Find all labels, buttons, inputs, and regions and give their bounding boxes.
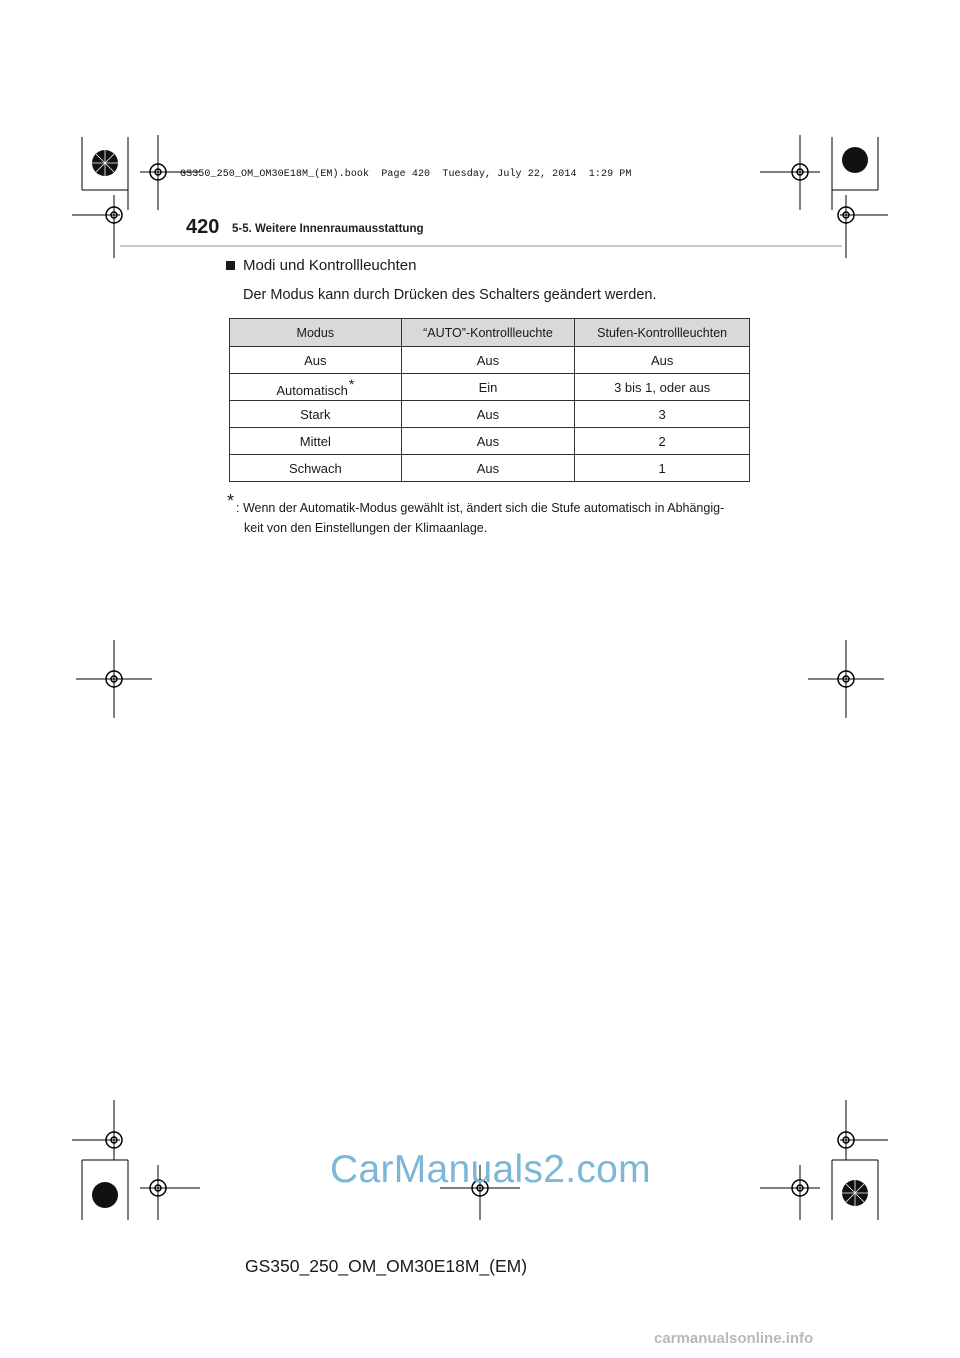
cell-text: Automatisch xyxy=(276,383,348,398)
section-heading xyxy=(226,257,416,274)
footnote-asterisk: * xyxy=(348,376,355,392)
footer-doc-id: GS350_250_OM_OM30E18M_(EM) xyxy=(245,1256,528,1276)
print-info-line: GS350_250_OM_OM30E18M_(EM).book Page 420 Tuesday, July 22, 2014 1:29 PM xyxy=(180,169,632,180)
table-cell: Aus xyxy=(401,401,575,428)
footnote-marker: * xyxy=(227,491,235,511)
footnote xyxy=(236,498,756,538)
site-watermark[interactable]: carmanualsonline.info xyxy=(654,1330,814,1347)
header-divider xyxy=(120,245,842,247)
section-title: 5-5. Weitere Innenraumausstattung xyxy=(232,223,424,235)
table-cell: Stark xyxy=(230,401,402,428)
table-cell: Aus xyxy=(401,347,575,374)
footnote-line: keit von den Einstellungen der Klimaanlage. xyxy=(244,521,488,535)
table-row xyxy=(230,428,750,455)
table-cell: 2 xyxy=(575,428,750,455)
page-number: 420 xyxy=(186,216,220,238)
table-cell: Aus xyxy=(401,455,575,482)
column-header: Stufen-Kontrollleuchten xyxy=(575,319,750,347)
heading-bullet-icon xyxy=(226,261,235,270)
table-cell: 3 xyxy=(575,401,750,428)
heading-text: Modi und Kontrollleuchten xyxy=(243,257,417,274)
table-row xyxy=(230,374,750,401)
modes-table xyxy=(229,318,750,482)
table-cell xyxy=(230,374,402,401)
intro-paragraph: Der Modus kann durch Drücken des Schalters geändert werden. xyxy=(243,287,657,303)
table-cell: Ein xyxy=(401,374,575,401)
table-cell: Schwach xyxy=(230,455,402,482)
table-cell: Mittel xyxy=(230,428,402,455)
table-cell: Aus xyxy=(230,347,402,374)
watermark-link[interactable]: CarManuals2.com xyxy=(330,1148,651,1191)
table-row xyxy=(230,455,750,482)
table-cell: Aus xyxy=(401,428,575,455)
table-cell: Aus xyxy=(575,347,750,374)
table-header-row xyxy=(230,319,750,347)
table-cell: 3 bis 1, oder aus xyxy=(575,374,750,401)
column-header: “AUTO”-Kontrollleuchte xyxy=(401,319,575,347)
table-row xyxy=(230,347,750,374)
column-header: Modus xyxy=(230,319,402,347)
footnote-line: : Wenn der Automatik-Modus gewählt ist, ändert sich die Stufe automatisch in Abhängig- xyxy=(236,501,725,515)
table-cell: 1 xyxy=(575,455,750,482)
table-row xyxy=(230,401,750,428)
